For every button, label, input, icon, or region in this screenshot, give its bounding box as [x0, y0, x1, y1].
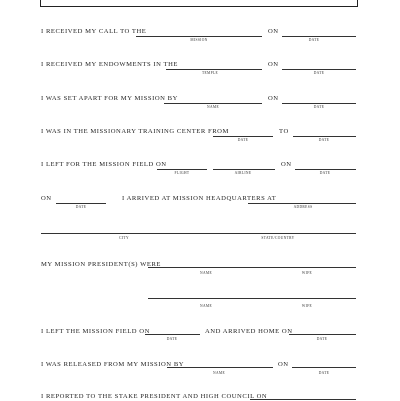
state-country-caption: STATE/COUNTRY: [261, 236, 295, 240]
left-mission-date-caption: DATE: [166, 337, 178, 341]
mtc-from-date-caption: DATE: [237, 138, 249, 142]
mtc-from-date-field[interactable]: [213, 136, 273, 137]
set-apart-label: I WAS SET APART FOR MY MISSION BY: [41, 95, 178, 102]
arrived-home-label: AND ARRIVED HOME ON: [205, 328, 293, 335]
arrived-home-date-field[interactable]: [289, 334, 356, 335]
call-on-label: ON: [268, 28, 279, 35]
city-state-field[interactable]: [41, 233, 356, 234]
set-apart-name-caption: NAME: [207, 105, 219, 109]
header-box-bottom: [40, 0, 358, 7]
airline-caption: AIRLINE: [234, 171, 252, 175]
president-1-wife-caption: WIFE: [301, 271, 313, 275]
headquarters-address-field[interactable]: [248, 203, 356, 204]
mission-caption: MISSION: [190, 38, 208, 42]
arrival-on-label: ON: [41, 195, 52, 202]
left-for-field-on-label: ON: [281, 161, 292, 168]
temple-field[interactable]: [166, 69, 262, 70]
arrived-home-date-caption: DATE: [316, 337, 328, 341]
arrival-headquarters-label: I ARRIVED AT MISSION HEADQUARTERS AT: [122, 195, 277, 202]
address-caption: ADDRESS: [293, 205, 313, 209]
president-1-field[interactable]: [148, 267, 356, 268]
released-label: I WAS RELEASED FROM MY MISSION BY: [41, 361, 185, 368]
flight-field[interactable]: [157, 169, 207, 170]
president-1-name-caption: NAME: [200, 271, 212, 275]
endowments-on-label: ON: [268, 61, 279, 68]
mission-presidents-label: MY MISSION PRESIDENT(S) WERE: [41, 261, 161, 268]
set-apart-date-caption: DATE: [313, 105, 325, 109]
president-2-field[interactable]: [148, 298, 356, 299]
airline-field[interactable]: [213, 169, 275, 170]
released-by-field[interactable]: [167, 367, 273, 368]
call-label: I RECEIVED MY CALL TO THE: [41, 28, 147, 35]
endowments-date-caption: DATE: [313, 71, 325, 75]
left-for-field-date-caption: DATE: [319, 171, 331, 175]
mtc-label: I WAS IN THE MISSIONARY TRAINING CENTER FROM: [41, 128, 229, 135]
mtc-to-date-field[interactable]: [293, 136, 356, 137]
set-apart-name-field[interactable]: [164, 103, 262, 104]
flight-caption: FLIGHT: [174, 171, 190, 175]
call-date-field[interactable]: [282, 36, 356, 37]
left-for-field-date-field[interactable]: [295, 169, 356, 170]
endowments-date-field[interactable]: [282, 69, 356, 70]
president-2-wife-caption: WIFE: [301, 304, 313, 308]
set-apart-on-label: ON: [268, 95, 279, 102]
reported-label: I REPORTED TO THE STAKE PRESIDENT AND HIGH COUNCIL ON: [41, 393, 268, 400]
left-mission-label: I LEFT THE MISSION FIELD ON: [41, 328, 150, 335]
call-date-caption: DATE: [308, 38, 320, 42]
set-apart-date-field[interactable]: [282, 103, 356, 104]
arrival-date-field[interactable]: [56, 203, 106, 204]
left-for-field-label: I LEFT FOR THE MISSION FIELD ON: [41, 161, 167, 168]
left-mission-date-field[interactable]: [145, 334, 200, 335]
mtc-to-label: TO: [279, 128, 289, 135]
released-on-label: ON: [278, 361, 289, 368]
released-by-caption: NAME: [213, 371, 225, 375]
city-caption: CITY: [119, 236, 129, 240]
released-date-caption: DATE: [318, 371, 330, 375]
released-date-field[interactable]: [292, 367, 356, 368]
mission-field[interactable]: [136, 36, 262, 37]
arrival-date-caption: DATE: [75, 205, 87, 209]
mtc-to-date-caption: DATE: [318, 138, 330, 142]
endowments-label: I RECEIVED MY ENDOWMENTS IN THE: [41, 61, 179, 68]
president-2-name-caption: NAME: [200, 304, 212, 308]
temple-caption: TEMPLE: [201, 71, 219, 75]
